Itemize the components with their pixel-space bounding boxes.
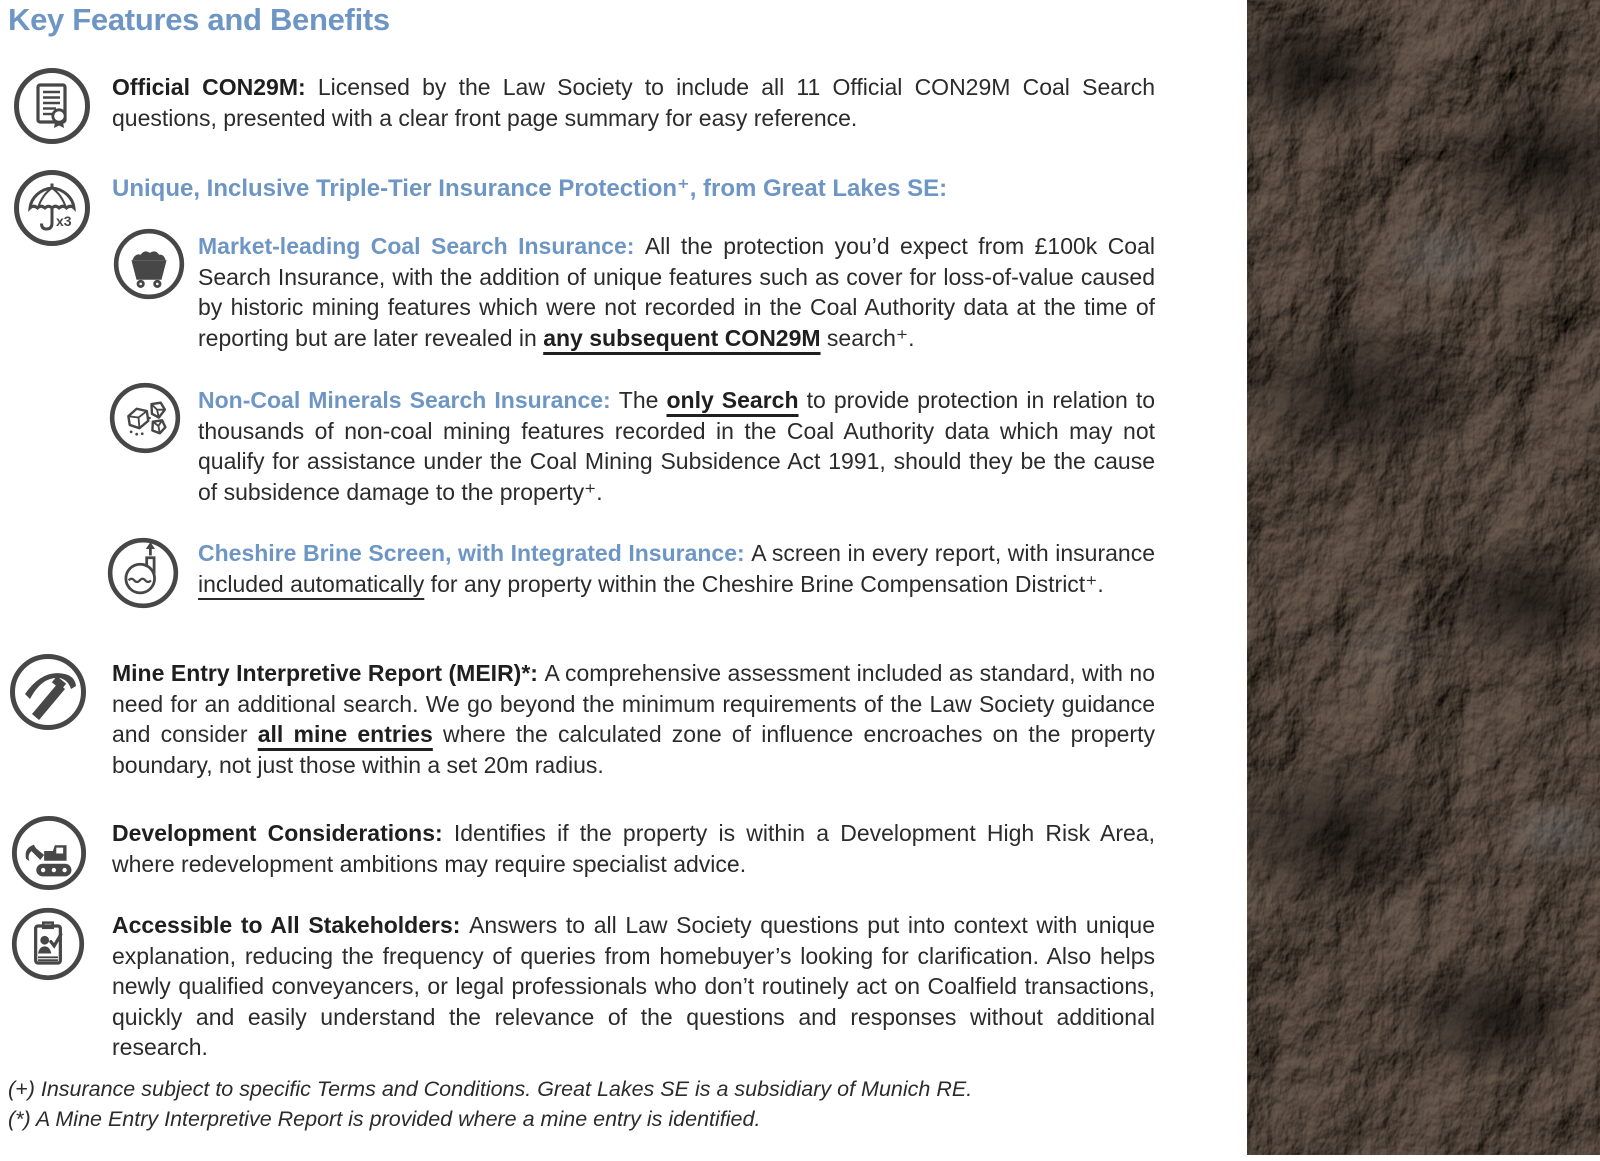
feature-paragraph-development: Development Considerations: Identifies if the property is within a Development High Risk Area, where redevelopment ambitions may require specialist advice. xyxy=(112,820,1155,877)
minerals-icon xyxy=(108,381,182,455)
coal-photo xyxy=(1247,0,1600,1155)
feature-paragraph-coal-search-insurance: Market-leading Coal Search Insurance: All the protection you’d expect from £100k Coal Search Insurance, with the addition of unique features such as cover for loss-of-value caused by historic mining features which were not recorded in the Coal Authority data at the time of reporting but are later revealed in any subsequent CON29M search⁺. xyxy=(198,233,1155,351)
certificate-icon xyxy=(12,66,92,146)
excavator-icon xyxy=(10,814,88,892)
brine-screen-icon xyxy=(106,536,180,610)
svg-text:x3: x3 xyxy=(56,213,72,229)
footnote-insurance-terms: (+) Insurance subject to specific Terms and Conditions. Great Lakes SE is a subsidiary of Munich RE. xyxy=(8,1077,973,1101)
feature-paragraph-cheshire-brine: Cheshire Brine Screen, with Integrated Insurance: A screen in every report, with insurance included automatically for any property within the Cheshire Brine Compensation District⁺. xyxy=(198,540,1155,597)
feature-heading-triple-tier: Unique, Inclusive Triple-Tier Insurance Protection⁺, from Great Lakes SE: xyxy=(112,175,948,202)
umbrella-x3-icon xyxy=(12,168,92,248)
page-title: Key Features and Benefits xyxy=(8,2,390,37)
feature-paragraph-non-coal-minerals: Non-Coal Minerals Search Insurance: The only Search to provide protection in relation to thousands of non-coal mining features recorded in the Coal Authority data which may not qualify for assistance under the Coal Mining Subsidence Act 1991, should they be the cause of subsidence damage to the property⁺. xyxy=(198,387,1155,505)
footnote-meir-provided: (*) A Mine Entry Interpretive Report is provided where a mine entry is identified. xyxy=(8,1107,761,1131)
id-card-icon xyxy=(10,906,86,982)
feature-paragraph-meir: Mine Entry Interpretive Report (MEIR)*: A comprehensive assessment included as standard, with no need for an additional search. We go beyond the minimum requirements of the Law Society guidance and consider all mine entries where the calculated zone of influence encroaches on the property boundary, not just those within a set 20m radius. xyxy=(112,660,1156,778)
feature-paragraph-accessible: Accessible to All Stakeholders: Answers to all Law Society questions put into context with unique explanation, reducing the frequency of queries from homebuyer’s looking for clarification. Also helps newly qualified conveyancers, or legal professionals who don’t routinely act on Coalfield transactions, quickly and easily understand the relevance of the questions and responses without additional research. xyxy=(112,912,1155,1060)
feature-paragraph-official-con29m: Official CON29M: Licensed by the Law Society to include all 11 Official CON29M Coal Search questions, presented with a clear front page summary for easy reference. xyxy=(112,74,1155,131)
coal-photo-shading xyxy=(1247,0,1600,1155)
pickaxe-icon xyxy=(8,652,88,732)
coal-cart-icon xyxy=(112,227,186,301)
